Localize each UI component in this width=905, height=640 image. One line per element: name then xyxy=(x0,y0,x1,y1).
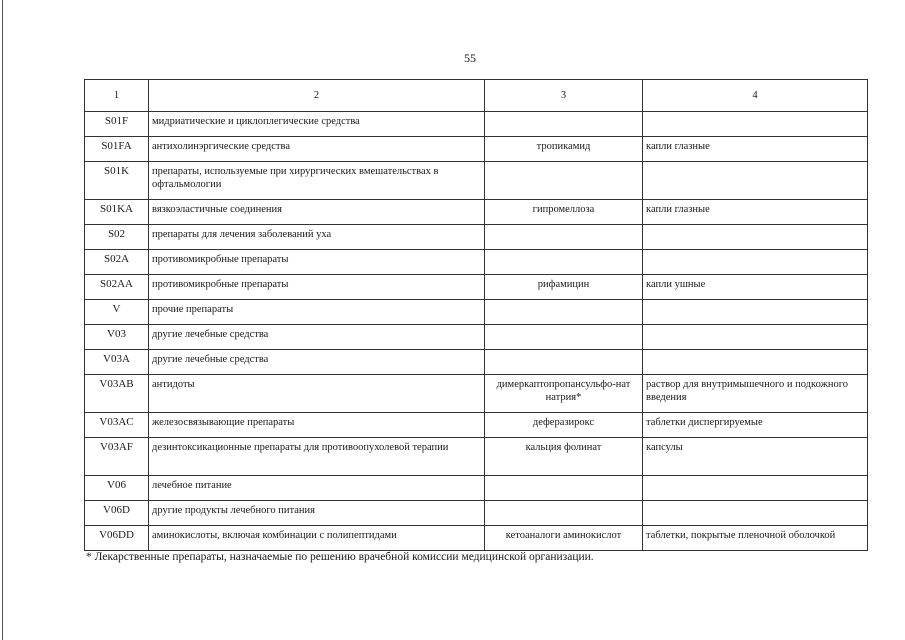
column-header-4: 4 xyxy=(643,80,868,112)
drug-name: кальция фолинат xyxy=(485,438,643,476)
page-edge-line xyxy=(2,0,3,640)
group-name: мидриатические и циклоплегические средства xyxy=(149,112,485,137)
table-row xyxy=(85,162,868,200)
atc-code: V06D xyxy=(85,501,149,526)
atc-code: V03AC xyxy=(85,413,149,438)
table-row xyxy=(85,250,868,275)
drug-name xyxy=(485,250,643,275)
group-name: противомикробные препараты xyxy=(149,275,485,300)
dosage-form: таблетки диспергируемые xyxy=(643,413,868,438)
atc-code: S01K xyxy=(85,162,149,200)
group-name: аминокислоты, включая комбинации с полипептидами xyxy=(149,526,485,551)
drug-name xyxy=(485,325,643,350)
group-name: железосвязывающие препараты xyxy=(149,413,485,438)
drug-name xyxy=(485,476,643,501)
footnote: * Лекарственные препараты, назначаемые по решению врачебной комиссии медицинской организации. xyxy=(86,551,594,563)
atc-code: V03 xyxy=(85,325,149,350)
table-row xyxy=(85,112,868,137)
dosage-form xyxy=(643,250,868,275)
page-number: 55 xyxy=(464,51,476,65)
table-row xyxy=(85,275,868,300)
dosage-form: капли глазные xyxy=(643,200,868,225)
table-row xyxy=(85,413,868,438)
column-header-3: 3 xyxy=(485,80,643,112)
dosage-form xyxy=(643,112,868,137)
drug-name xyxy=(485,225,643,250)
atc-code: V03AF xyxy=(85,438,149,476)
drug-name: деферазирокс xyxy=(485,413,643,438)
table-row xyxy=(85,501,868,526)
table-row xyxy=(85,300,868,325)
atc-code: V03A xyxy=(85,350,149,375)
table-row xyxy=(85,137,868,162)
atc-code: S01F xyxy=(85,112,149,137)
group-name: препараты, используемые при хирургических вмешательствах в офтальмологии xyxy=(149,162,485,200)
group-name: антихолинэргические средства xyxy=(149,137,485,162)
table-header-row xyxy=(85,80,868,112)
drug-name xyxy=(485,300,643,325)
table-row xyxy=(85,476,868,501)
dosage-form: таблетки, покрытые пленочной оболочкой xyxy=(643,526,868,551)
dosage-form xyxy=(643,476,868,501)
drug-name xyxy=(485,350,643,375)
group-name: лечебное питание xyxy=(149,476,485,501)
dosage-form xyxy=(643,501,868,526)
group-name: другие лечебные средства xyxy=(149,350,485,375)
atc-code: V xyxy=(85,300,149,325)
atc-code: V06DD xyxy=(85,526,149,551)
drug-name: кетоаналоги аминокислот xyxy=(485,526,643,551)
table-row xyxy=(85,375,868,413)
atc-code: S01KA xyxy=(85,200,149,225)
group-name: препараты для лечения заболеваний уха xyxy=(149,225,485,250)
group-name: другие лечебные средства xyxy=(149,325,485,350)
dosage-form: капли глазные xyxy=(643,137,868,162)
group-name: антидоты xyxy=(149,375,485,413)
drug-name: гипромеллоза xyxy=(485,200,643,225)
column-header-1: 1 xyxy=(85,80,149,112)
group-name: прочие препараты xyxy=(149,300,485,325)
table-row xyxy=(85,325,868,350)
dosage-form xyxy=(643,162,868,200)
dosage-form xyxy=(643,300,868,325)
table-row xyxy=(85,225,868,250)
drug-name xyxy=(485,501,643,526)
atc-code: V06 xyxy=(85,476,149,501)
atc-code: V03AB xyxy=(85,375,149,413)
dosage-form: раствор для внутримышечного и подкожного введения xyxy=(643,375,868,413)
table-row xyxy=(85,200,868,225)
drug-name xyxy=(485,162,643,200)
table-row xyxy=(85,526,868,551)
column-header-2: 2 xyxy=(149,80,485,112)
atc-code: S02AA xyxy=(85,275,149,300)
dosage-form: капсулы xyxy=(643,438,868,476)
table-row xyxy=(85,438,868,476)
group-name: противомикробные препараты xyxy=(149,250,485,275)
drug-name xyxy=(485,112,643,137)
group-name: другие продукты лечебного питания xyxy=(149,501,485,526)
dosage-form xyxy=(643,350,868,375)
dosage-form xyxy=(643,225,868,250)
group-name: вязкоэластичные соединения xyxy=(149,200,485,225)
dosage-form: капли ушные xyxy=(643,275,868,300)
table-row xyxy=(85,350,868,375)
atc-code: S02 xyxy=(85,225,149,250)
atc-code: S02A xyxy=(85,250,149,275)
atc-code: S01FA xyxy=(85,137,149,162)
dosage-form xyxy=(643,325,868,350)
drug-name: тропикамид xyxy=(485,137,643,162)
group-name: дезинтоксикационные препараты для противоопухолевой терапии xyxy=(149,438,485,476)
drug-name: димеркаптопропансульфо-нат натрия* xyxy=(485,375,643,413)
drug-table xyxy=(84,79,868,551)
drug-name: рифамицин xyxy=(485,275,643,300)
